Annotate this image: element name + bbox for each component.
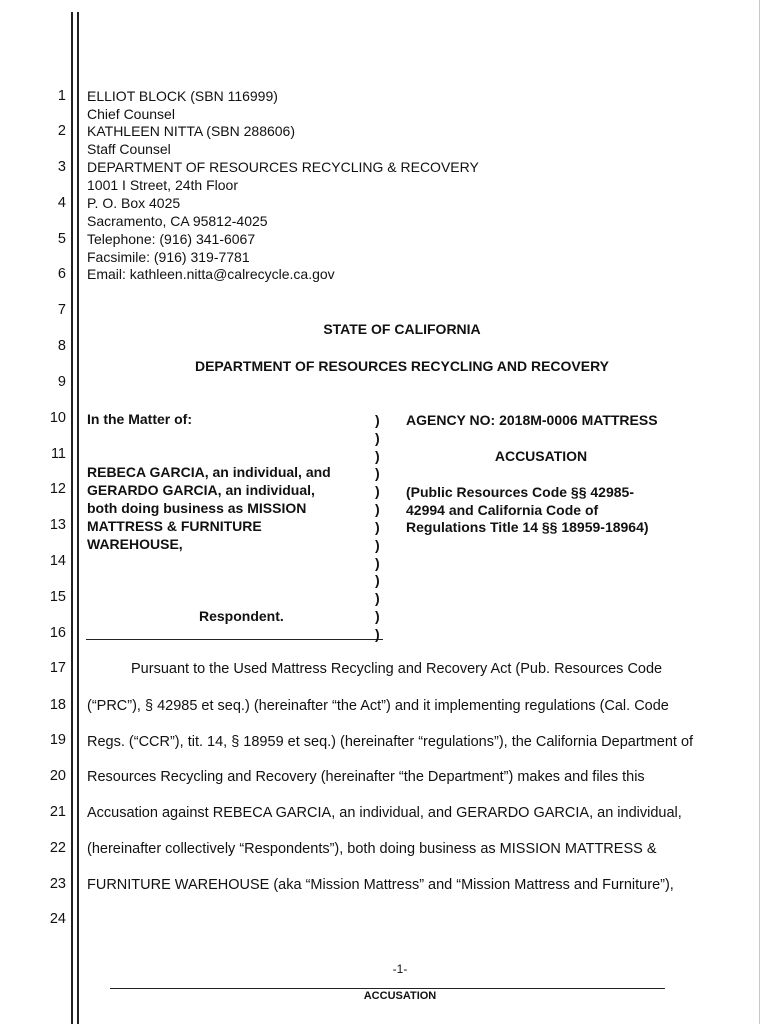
- party-line: GERARDO GARCIA, an individual,: [87, 482, 315, 498]
- line-number: 22: [49, 840, 66, 856]
- party-line: REBECA GARCIA, an individual, and: [87, 464, 331, 480]
- counsel-line: KATHLEEN NITTA (SBN 288606): [87, 123, 295, 139]
- margin-rule-outer: [71, 12, 73, 1024]
- state-heading: STATE OF CALIFORNIA: [323, 321, 481, 337]
- respondent-label: Respondent.: [199, 608, 284, 624]
- line-number: 3: [57, 159, 66, 175]
- counsel-line: Sacramento, CA 95812-4025: [87, 213, 268, 229]
- line-number: 4: [57, 195, 66, 211]
- line-number: 16: [49, 625, 66, 641]
- department-heading: DEPARTMENT OF RESOURCES RECYCLING AND RECOVERY: [194, 358, 610, 374]
- body-line: FURNITURE WAREHOUSE (aka “Mission Mattress” and “Mission Mattress and Furniture”),: [87, 877, 674, 893]
- footer-title: ACCUSATION: [363, 990, 437, 1002]
- body-line: Resources Recycling and Recovery (hereinafter “the Department”) makes and files this: [87, 769, 645, 785]
- body-line: Pursuant to the Used Mattress Recycling and Recovery Act (Pub. Resources Code: [131, 661, 663, 677]
- counsel-line: Chief Counsel: [87, 106, 175, 122]
- document-type: ACCUSATION: [494, 448, 588, 464]
- party-line: WAREHOUSE,: [87, 536, 183, 552]
- caption-paren: ): [375, 555, 380, 571]
- caption-underline: [86, 639, 383, 640]
- line-number: 19: [49, 732, 66, 748]
- line-number: 18: [49, 697, 66, 713]
- caption-paren: ): [375, 626, 380, 642]
- line-number: 5: [57, 231, 66, 247]
- line-number: 20: [49, 768, 66, 784]
- line-number: 13: [49, 517, 66, 533]
- counsel-line: Telephone: (916) 341-6067: [87, 231, 256, 247]
- margin-rule-right: [759, 0, 760, 1024]
- caption-paren: ): [375, 519, 380, 535]
- footer-rule: [110, 988, 665, 989]
- line-number: 21: [49, 804, 66, 820]
- caption-paren: ): [375, 448, 380, 464]
- agency-number: AGENCY NO: 2018M-0006 MATTRESS: [406, 412, 658, 428]
- line-number: 1: [57, 88, 66, 104]
- body-line: Accusation against REBECA GARCIA, an individual, and GERARDO GARCIA, an individual,: [87, 805, 682, 821]
- line-number: 2: [57, 123, 66, 139]
- line-number: 23: [49, 876, 66, 892]
- body-line: (hereinafter collectively “Respondents”), both doing business as MISSION MATTRESS &: [87, 841, 657, 857]
- body-line: Regs. (“CCR”), tit. 14, § 18959 et seq.) (hereinafter “regulations”), the California Department of: [87, 734, 694, 750]
- citation-line: 42994 and California Code of: [406, 502, 599, 518]
- counsel-line: Email: kathleen.nitta@calrecycle.ca.gov: [87, 266, 335, 282]
- line-number: 7: [57, 302, 66, 318]
- caption-paren: ): [375, 572, 380, 588]
- caption-paren: ): [375, 608, 380, 624]
- line-number: 15: [49, 589, 66, 605]
- line-number: 17: [49, 660, 66, 676]
- citation-line: (Public Resources Code §§ 42985-: [406, 484, 634, 500]
- caption-paren: ): [375, 590, 380, 606]
- counsel-line: Staff Counsel: [87, 141, 171, 157]
- counsel-line: Facsimile: (916) 319-7781: [87, 249, 250, 265]
- caption-paren: ): [375, 430, 380, 446]
- caption-paren: ): [375, 412, 380, 428]
- margin-rule-inner: [77, 12, 79, 1024]
- party-line: MATTRESS & FURNITURE: [87, 518, 262, 534]
- caption-paren: ): [375, 465, 380, 481]
- line-number: 12: [49, 481, 66, 497]
- party-line: both doing business as MISSION: [87, 500, 307, 516]
- caption-paren: ): [375, 483, 380, 499]
- counsel-line: P. O. Box 4025: [87, 195, 181, 211]
- counsel-line: DEPARTMENT OF RESOURCES RECYCLING & RECOVERY: [87, 159, 479, 175]
- page-number: -1-: [392, 962, 408, 976]
- caption-paren: ): [375, 537, 380, 553]
- line-number: 11: [50, 446, 66, 462]
- counsel-line: 1001 I Street, 24th Floor: [87, 177, 238, 193]
- in-matter-label: In the Matter of:: [87, 411, 192, 427]
- line-number: 8: [57, 338, 66, 354]
- counsel-line: ELLIOT BLOCK (SBN 116999): [87, 88, 278, 104]
- caption-paren: ): [375, 501, 380, 517]
- line-number: 6: [57, 266, 66, 282]
- line-number: 9: [57, 374, 66, 390]
- line-number: 14: [49, 553, 66, 569]
- line-number: 10: [49, 410, 66, 426]
- line-number: 24: [49, 911, 66, 927]
- citation-line: Regulations Title 14 §§ 18959-18964): [406, 519, 649, 535]
- body-line: (“PRC”), § 42985 et seq.) (hereinafter “the Act”) and it implementing regulations (Cal. Code: [87, 698, 669, 714]
